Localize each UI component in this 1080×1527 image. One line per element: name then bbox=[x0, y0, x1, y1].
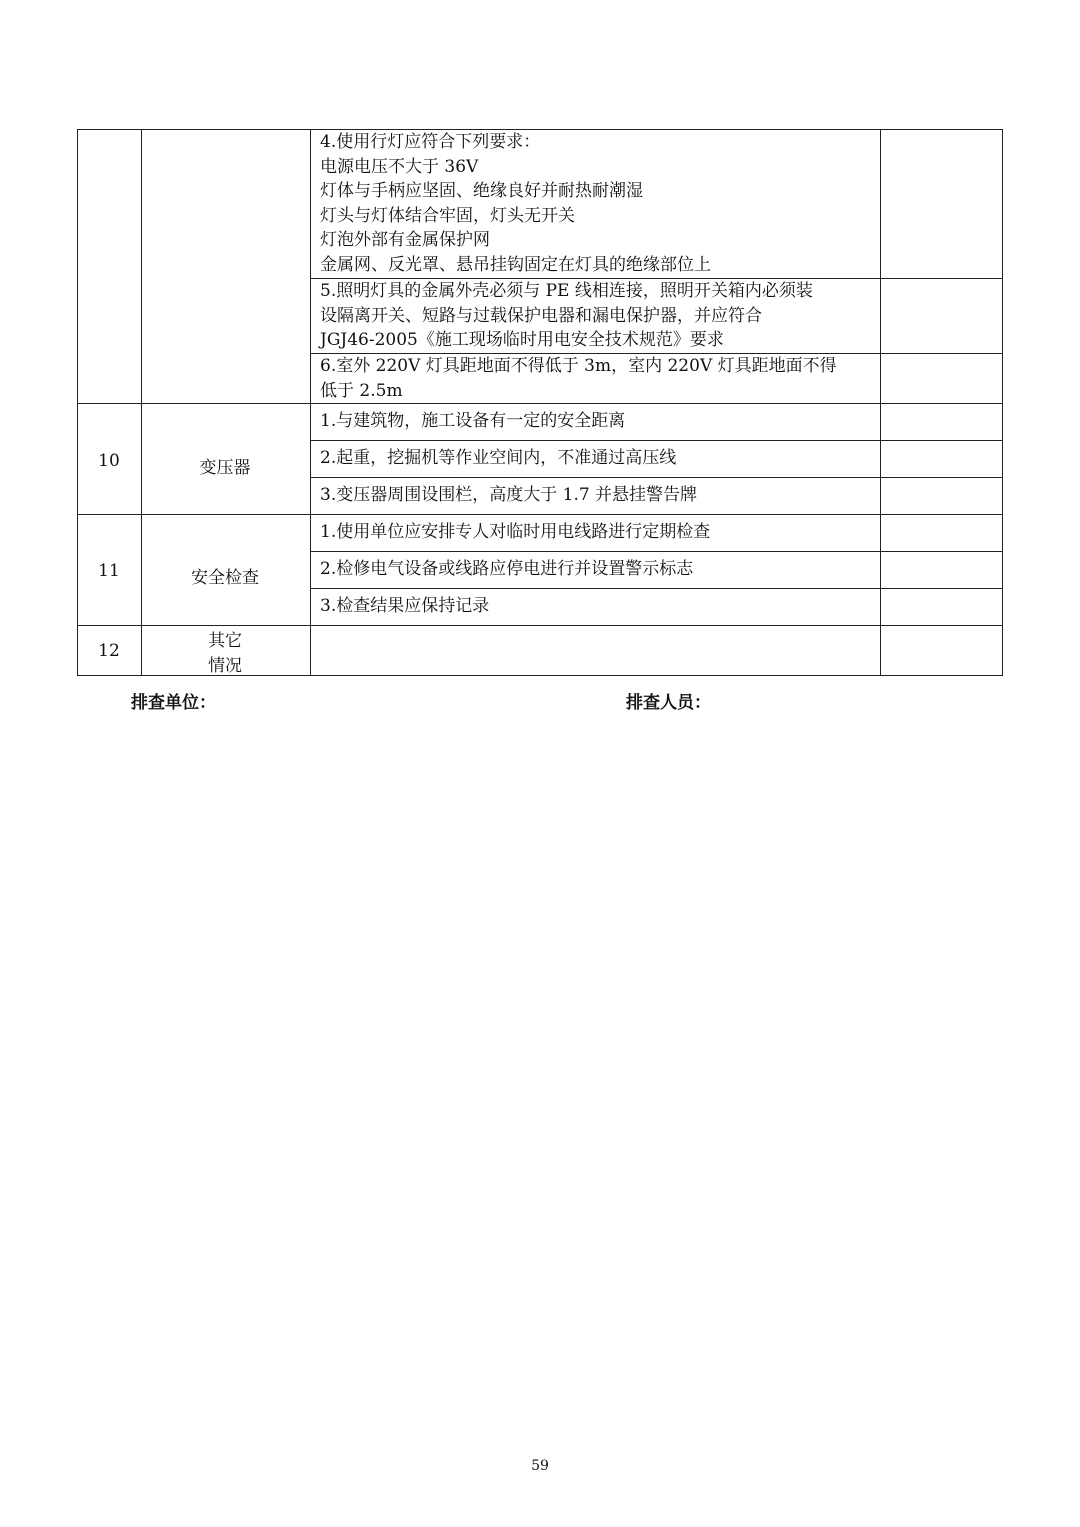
requirement-line: 金属网、反光罩、悬吊挂钩固定在灯具的绝缘部位上 bbox=[320, 254, 711, 275]
requirement-cell bbox=[320, 279, 813, 353]
requirement-item: 1.使用单位应安排专人对临时用电线路进行定期检查 bbox=[320, 522, 711, 542]
table-border bbox=[77, 129, 78, 676]
table-border bbox=[880, 129, 881, 676]
inspection-unit-label: 排查单位： bbox=[131, 693, 216, 713]
requirement-line: JGJ46-2005《施工现场临时用电安全技术规范》要求 bbox=[320, 330, 724, 350]
requirement-line: 6.室外 220V 灯具距地面不得低于 3m，室内 220V 灯具距地面不得 bbox=[320, 356, 837, 376]
requirement-line: 灯体与手柄应坚固、绝缘良好并耐热耐潮湿 bbox=[320, 181, 643, 201]
requirement-cell bbox=[320, 130, 711, 277]
requirement-line: 灯泡外部有金属保护网 bbox=[320, 230, 490, 250]
requirement-line: 灯头与灯体结合牢固，灯头无开关 bbox=[320, 205, 575, 226]
requirement-line: 电源电压不大于 36V bbox=[320, 156, 479, 177]
requirement-item: 3.检查结果应保持记录 bbox=[320, 596, 490, 616]
requirement-item: 3.变压器周围设围栏，高度大于 1.7 并悬挂警告牌 bbox=[320, 485, 698, 505]
requirement-line: 低于 2.5m bbox=[320, 380, 403, 401]
table-border bbox=[77, 514, 1003, 515]
requirement-item: 2.起重，挖掘机等作业空间内，不准通过高压线 bbox=[320, 448, 677, 468]
page-number: 59 bbox=[531, 1458, 549, 1474]
table-border bbox=[310, 551, 1003, 552]
table-border bbox=[77, 403, 1003, 404]
row-number: 10 bbox=[98, 451, 120, 471]
table-border bbox=[310, 440, 1003, 441]
category-label: 其它 bbox=[208, 631, 242, 651]
category-label: 变压器 bbox=[199, 458, 251, 478]
inspection-table bbox=[0, 0, 1080, 700]
category-label: 安全检查 bbox=[191, 568, 259, 588]
table-border bbox=[310, 588, 1003, 589]
row-number: 11 bbox=[98, 561, 120, 581]
table-border bbox=[141, 129, 142, 676]
category-label: 情况 bbox=[208, 656, 242, 676]
requirement-cell bbox=[320, 354, 837, 403]
requirement-line: 4.使用行灯应符合下列要求： bbox=[320, 132, 541, 152]
table-border bbox=[1002, 129, 1003, 676]
table-border bbox=[310, 477, 1003, 478]
requirement-item: 2.检修电气设备或线路应停电进行并设置警示标志 bbox=[320, 559, 694, 579]
inspector-label: 排查人员： bbox=[626, 693, 711, 713]
table-border bbox=[310, 129, 311, 676]
row-number: 12 bbox=[98, 641, 120, 661]
requirement-line: 设隔离开关、短路与过载保护电器和漏电保护器，并应符合 bbox=[320, 305, 762, 326]
requirement-item: 1.与建筑物，施工设备有一定的安全距离 bbox=[320, 411, 626, 431]
requirement-line: 5.照明灯具的金属外壳必须与 PE 线相连接，照明开关箱内必须装 bbox=[320, 281, 813, 301]
